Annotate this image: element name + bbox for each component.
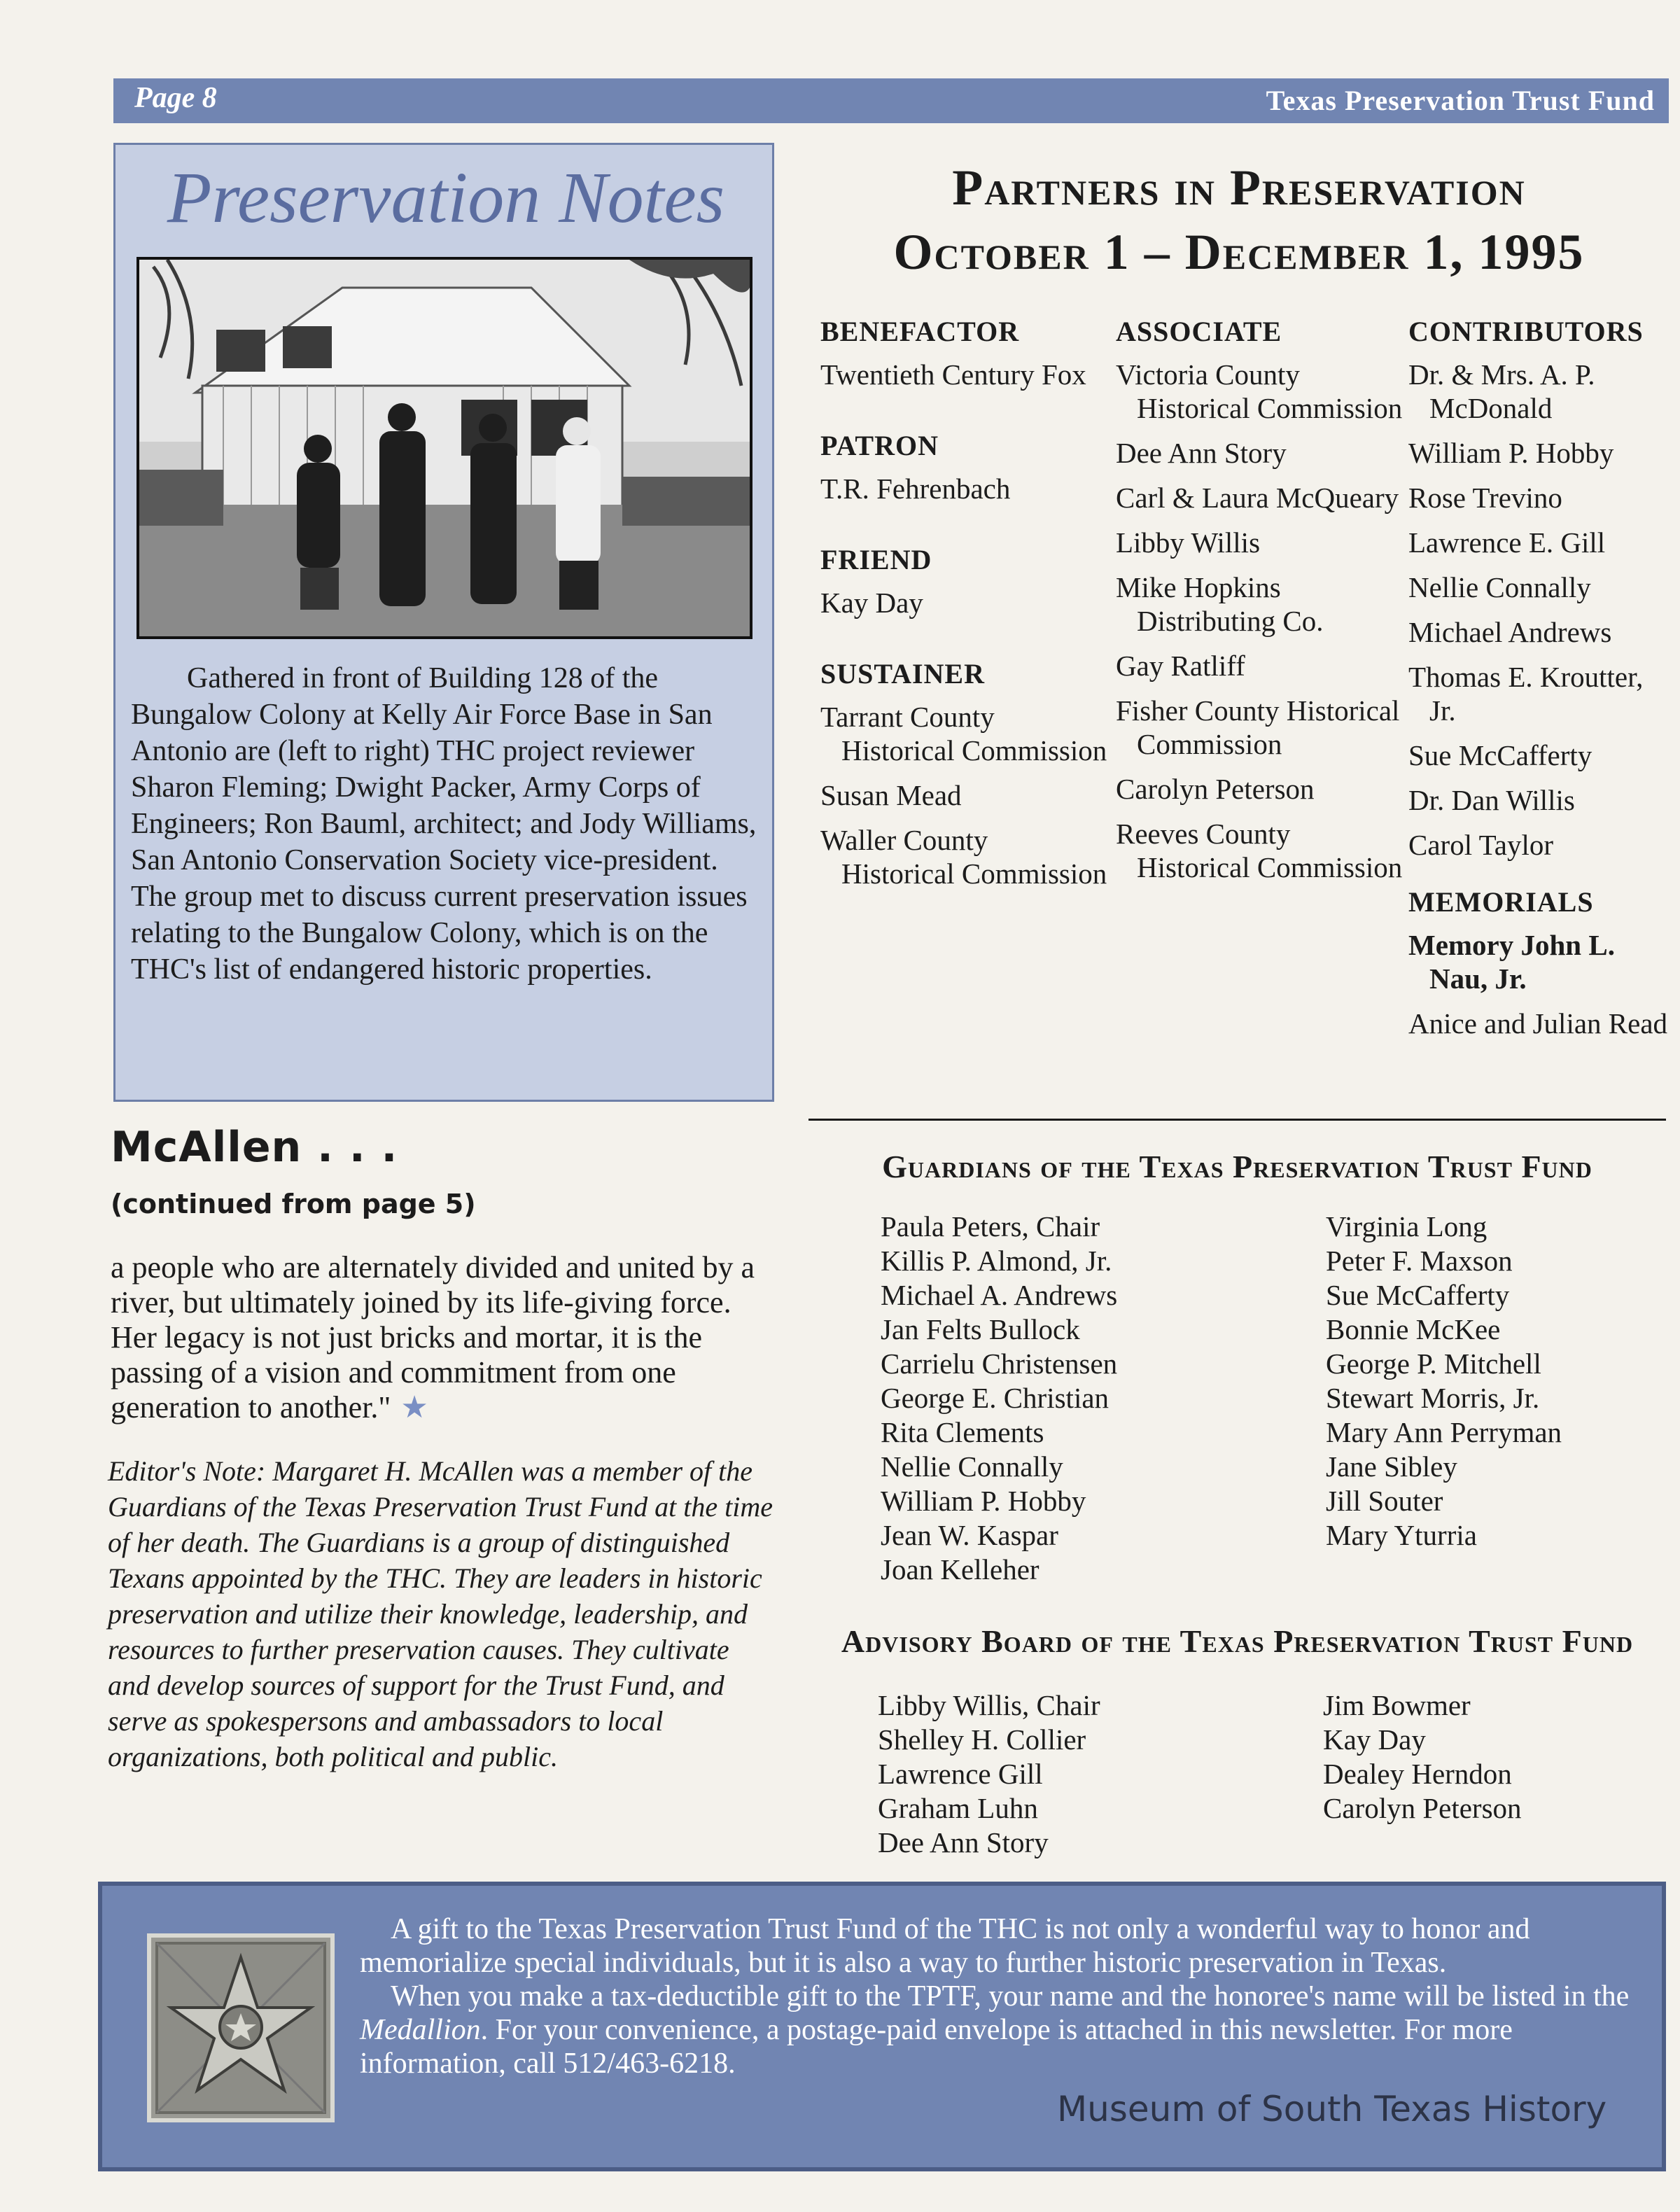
section-divider (808, 1119, 1666, 1121)
editors-note (108, 1453, 773, 1774)
list-item: Mike Hopkins Distributing Co. (1116, 571, 1324, 637)
mcallen-body (111, 1250, 776, 1425)
list-item: Bonnie McKee (1326, 1313, 1501, 1345)
list-item: Sue McCafferty (1326, 1279, 1510, 1311)
list-item: Susan Mead (820, 779, 962, 811)
list-item: George E. Christian (881, 1382, 1110, 1414)
list-item: George P. Mitchell (1326, 1348, 1541, 1380)
list-item: Reeves County Historical Commission (1116, 818, 1403, 883)
list-item: Michael A. Andrews (881, 1279, 1118, 1311)
list-item: Dee Ann Story (878, 1826, 1049, 1858)
list-item: Shelley H. Collier (878, 1723, 1086, 1756)
list-item: Fisher County Historical Commission (1116, 694, 1400, 760)
partners-heading (819, 155, 1659, 284)
category-friend: FRIEND (820, 544, 932, 575)
advisory-heading: Advisory Board of the Texas Preservation Trust Fund (841, 1623, 1634, 1659)
publication-title: Texas Preservation Trust Fund (1266, 85, 1655, 116)
list-item: Anice and Julian Read (1408, 1007, 1668, 1040)
partners-column-1 (820, 315, 1107, 902)
advisory-list-1 (878, 1688, 1100, 1860)
list-item: Mary Ann Perryman (1326, 1416, 1562, 1448)
category-sustainer: SUSTAINER (820, 658, 985, 690)
list-item: Lawrence E. Gill (1408, 526, 1606, 559)
preservation-notes-title: Preservation Notes (167, 158, 725, 238)
category-benefactor: BENEFACTOR (820, 316, 1020, 347)
list-item: Paula Peters, Chair (881, 1210, 1100, 1242)
page-header-bar (113, 78, 1669, 123)
list-item: Mary Yturria (1326, 1519, 1477, 1551)
list-item: Tarrant County Historical Commission (820, 701, 1107, 766)
list-item: Kay Day (820, 587, 923, 619)
list-item: Graham Luhn (878, 1792, 1038, 1824)
list-item: William P. Hobby (881, 1485, 1086, 1517)
mcallen-heading: McAllen . . . (111, 1123, 398, 1172)
museum-watermark: Museum of South Texas History (1057, 2089, 1607, 2129)
list-item: Jane Sibley (1326, 1450, 1457, 1483)
continued-note: (continued from page 5) (111, 1189, 476, 1219)
list-item: Sue McCafferty (1408, 739, 1592, 771)
medallion-title: Medallion (360, 2014, 481, 2046)
list-item: Kay Day (1323, 1723, 1426, 1756)
list-item: Thomas E. Kroutter, Jr. (1408, 661, 1644, 727)
partners-column-2 (1116, 315, 1403, 895)
list-item: Dee Ann Story (1116, 437, 1287, 469)
list-item: Nellie Connally (1408, 571, 1591, 603)
advisory-list-2 (1323, 1688, 1522, 1826)
list-item: Carolyn Peterson (1323, 1792, 1522, 1824)
photo-caption: Gathered in front of Building 128 of the Bungalow Colony at Kelly Air Force Base in San Antonio are (left to right) THC project reviewer Sharon Fleming; Dwight Packer, Army Corps of Engineers; Ron Bauml, architect; and Jody Williams, San Antonio Conservation Society vice-president. The group met to discuss current preservation issues relating to the Bungalow Colony, which is on the THC's list of endangered historic properties. (131, 662, 757, 986)
list-item: Virginia Long (1326, 1210, 1488, 1242)
category-patron: PATRON (820, 430, 939, 461)
star-medallion-icon (147, 1933, 335, 2122)
gift-p2-end: . For your convenience, a postage-paid envelope is attached in this newsletter. For more information, call 512/463-6218. (360, 2014, 1513, 2080)
gift-p2-start: When you make a tax-deductible gift to the TPTF, your name and the honoree's name will be listed in the (391, 1980, 1630, 2012)
list-item: Jean W. Kaspar (881, 1519, 1058, 1551)
gift-paragraph-2 (360, 1980, 1641, 2080)
list-item: Joan Kelleher (881, 1553, 1040, 1586)
list-item: Stewart Morris, Jr. (1326, 1382, 1540, 1414)
list-item: Killis P. Almond, Jr. (881, 1245, 1112, 1277)
gift-paragraph-1: A gift to the Texas Preservation Trust Fund of the THC is not only a wonderful way to honor and memorialize special individuals, but it is also a way to further historic preservation in Texas. (360, 1913, 1530, 1979)
list-item: Waller County Historical Commission (820, 824, 1107, 890)
list-item: Carolyn Peterson (1116, 773, 1315, 805)
page-number: Page 8 (134, 82, 217, 114)
list-item: Carol Taylor (1408, 829, 1554, 861)
list-item: Rose Trevino (1408, 482, 1562, 514)
end-star-icon: ★ (400, 1390, 428, 1424)
list-item: Jim Bowmer (1323, 1689, 1471, 1721)
list-item: Dealey Herndon (1323, 1758, 1512, 1790)
partners-date-range: October 1 – December 1, 1995 (893, 224, 1585, 280)
list-item: Gay Ratliff (1116, 650, 1245, 682)
photo-people-in-front-of-bungalow (136, 257, 752, 639)
list-item: Victoria County Historical Commission (1116, 358, 1403, 424)
list-item: Michael Andrews (1408, 616, 1612, 648)
editors-note-label: Editor's Note: (108, 1455, 266, 1487)
preservation-notes-box (113, 143, 774, 1102)
list-item: Libby Willis (1116, 526, 1261, 559)
list-item: Lawrence Gill (878, 1758, 1043, 1790)
list-item: Libby Willis, Chair (878, 1689, 1100, 1721)
category-associate: ASSOCIATE (1116, 316, 1282, 347)
memorial-memory: Memory John L. Nau, Jr. (1408, 929, 1615, 995)
list-item: Twentieth Century Fox (820, 358, 1086, 391)
list-item: Peter F. Maxson (1326, 1245, 1513, 1277)
partners-title: Partners in Preservation (952, 160, 1526, 216)
list-item: Rita Clements (881, 1416, 1044, 1448)
list-item: Carrielu Christensen (881, 1348, 1118, 1380)
list-item: Dr. & Mrs. A. P. McDonald (1408, 358, 1595, 424)
list-item: Jan Felts Bullock (881, 1313, 1080, 1345)
guardians-list-2 (1326, 1210, 1562, 1553)
guardians-list-1 (881, 1210, 1117, 1587)
mcallen-body-text: a people who are alternately divided and united by a river, but ultimately joined by its life-giving force. Her legacy is not just bricks and mortar, it is the passing of a vision and commitment from one generation to another." (111, 1250, 755, 1424)
list-item: Carl & Laura McQueary (1116, 482, 1399, 514)
list-item: T.R. Fehrenbach (820, 472, 1011, 505)
editors-note-text: Margaret H. McAllen was a member of the Guardians of the Texas Preservation Trust Fund at the time of her death. The Guardians is a group of distinguished Texans appointed by the THC. They are leaders in historic preservation and utilize their knowledge, leadership, and resources to further preservation causes. They cultivate and develop sources of support for the Trust Fund, and serve as spokespersons and ambassadors to local organizations, both political and public. (108, 1455, 773, 1772)
list-item: William P. Hobby (1408, 437, 1614, 469)
list-item: Jill Souter (1326, 1485, 1443, 1517)
category-contributors: CONTRIBUTORS (1408, 316, 1644, 347)
gift-text (360, 1912, 1641, 2080)
guardians-heading: Guardians of the Texas Preservation Trust Fund (882, 1149, 1592, 1184)
list-item: Dr. Dan Willis (1408, 784, 1575, 816)
partners-column-3 (1408, 315, 1674, 1051)
list-item: Nellie Connally (881, 1450, 1063, 1483)
category-memorials: MEMORIALS (1408, 886, 1594, 918)
photo-illustration (139, 260, 750, 636)
star-emblem-graphic (151, 1938, 330, 2118)
